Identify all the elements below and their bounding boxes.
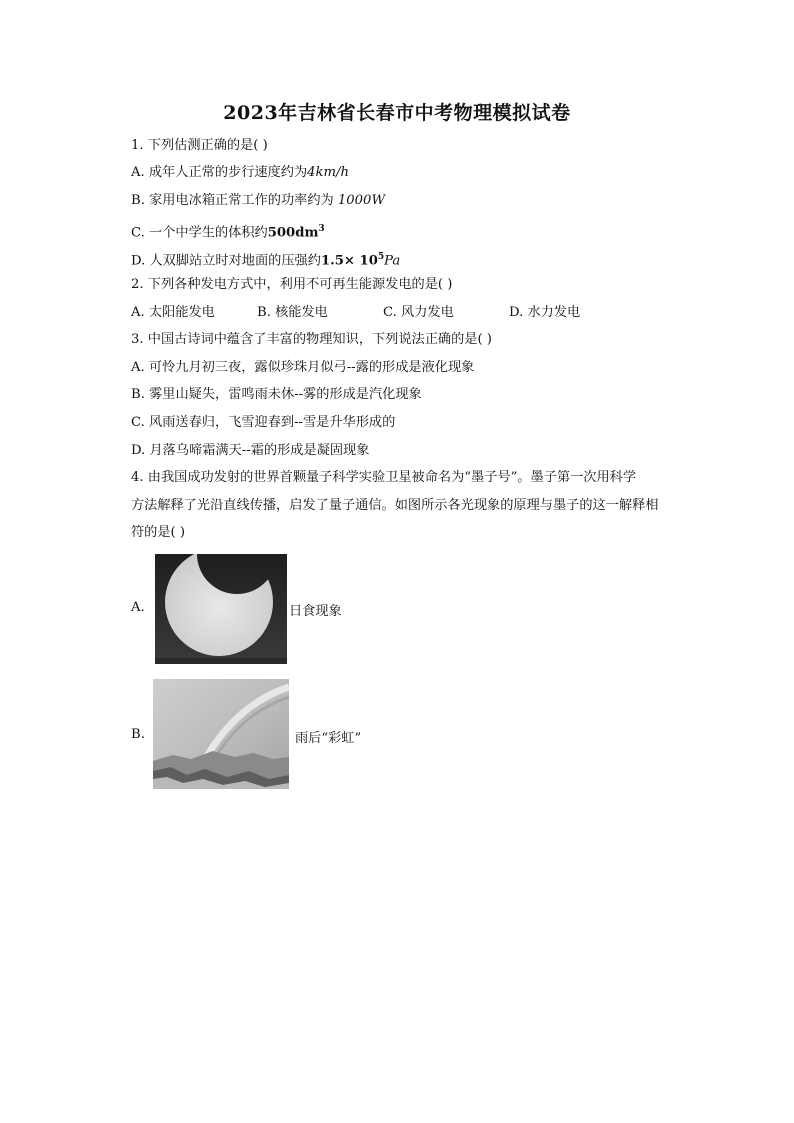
- q1-option-a: [131, 164, 349, 182]
- q3-option-c: C. 风雨送春归，飞雪迎春到--雪是升华形成的: [131, 415, 396, 430]
- q1-option-d-unit: Pa: [384, 253, 401, 269]
- q4-stem-line3: 符的是( ): [131, 525, 186, 540]
- q1-option-d-num: 1.5× 10: [320, 253, 378, 269]
- q1-option-c-sup: 3: [318, 224, 325, 234]
- rainbow-image: [153, 679, 289, 789]
- page-title: 2023年吉林省长春市中考物理模拟试卷: [223, 102, 571, 124]
- q2-option-b: B. 核能发电: [257, 305, 328, 320]
- q4-option-a-label: A.: [131, 600, 145, 615]
- q3-option-a: A. 可怜九月初三夜，露似珍珠月似弓--露的形成是液化现象: [131, 360, 475, 375]
- q1-option-c-text: C. 一个中学生的体积约: [131, 225, 268, 241]
- q1-option-b-math: 1000W: [337, 193, 386, 208]
- q4-stem-line2: 方法解释了光沿直线传播，启发了量子通信。如图所示各光现象的原理与墨子的这一解释相: [131, 498, 659, 513]
- q4-option-b: [131, 679, 451, 791]
- q4-option-b-caption: 雨后“彩虹”: [295, 731, 362, 746]
- q1-stem: 1. 下列估测正确的是( ): [131, 138, 268, 153]
- q1-option-d: [131, 248, 400, 270]
- q4-option-a-caption: 日食现象: [289, 604, 342, 619]
- q1-option-a-math: 4km/h: [307, 165, 349, 180]
- q1-option-b: [131, 192, 385, 210]
- q4-stem-line1: 4. 由我国成功发射的世界首颗量子科学实验卫星被命名为“墨子号”。墨子第一次用科学: [131, 470, 637, 485]
- q3-option-b: B. 雾里山疑失，雷鸣雨未休--雾的形成是汽化现象: [131, 387, 422, 402]
- q1-option-b-text: B. 家用电冰箱正常工作的功率约为: [131, 193, 338, 208]
- q1-option-d-text: D. 人双脚站立时对地面的压强约: [131, 253, 321, 269]
- q4-option-b-label: B.: [131, 727, 145, 742]
- q2-options: [131, 304, 580, 322]
- q3-stem: 3. 中国古诗词中蕴含了丰富的物理知识，下列说法正确的是( ): [131, 332, 492, 347]
- q2-option-d: D. 水力发电: [509, 305, 581, 320]
- q1-option-c-math: 500dm: [267, 225, 319, 241]
- q2-option-c: C. 风力发电: [383, 305, 454, 320]
- q1-option-d-sup: 5: [377, 252, 385, 262]
- q2-option-a: A. 太阳能发电: [131, 305, 215, 320]
- q2-stem: 2. 下列各种发电方式中，利用不可再生能源发电的是( ): [131, 277, 453, 292]
- q1-option-a-text: A. 成年人正常的步行速度约为: [131, 165, 308, 180]
- q1-option-c: [131, 220, 325, 242]
- solar-eclipse-image: [155, 554, 287, 664]
- q4-option-a: [131, 554, 431, 666]
- q3-option-d: D. 月落乌啼霜满天--霜的形成是凝固现象: [131, 443, 370, 458]
